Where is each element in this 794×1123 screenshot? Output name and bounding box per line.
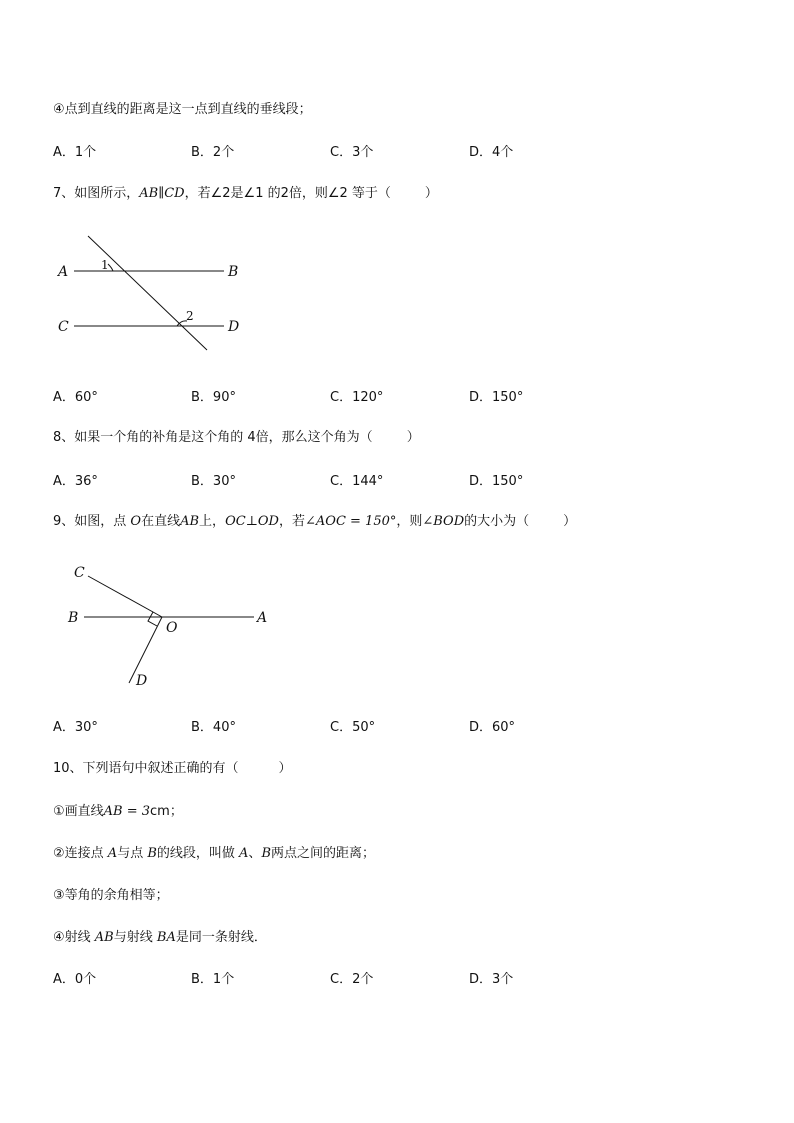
- q7-question: [53, 185, 438, 203]
- q7-option-b: B．90°: [191, 390, 236, 405]
- q9-figure: [60, 560, 280, 692]
- q10-item-2: [53, 845, 375, 863]
- q7-label-2: 2: [186, 309, 194, 323]
- q7-transversal: [88, 236, 207, 350]
- q10-item-1: [53, 803, 183, 821]
- q9-suffix: ）: [563, 514, 577, 529]
- q6-item-4: ④点到直线的距离是这一点到直线的垂线段；: [53, 102, 312, 117]
- q6-option-b: B．2个: [191, 145, 235, 160]
- q10-item-4-part-a: ④射线: [53, 930, 95, 945]
- q9-point-o: O: [130, 514, 142, 529]
- q10-item-1-text: ①画直线: [53, 804, 104, 819]
- q7-label-1: 1: [101, 258, 109, 272]
- q8-option-d: D．150°: [469, 474, 524, 489]
- q9-option-d: D．60°: [469, 720, 516, 735]
- q8-text: 8、如果一个角的补角是这个角的 4倍，那么这个角为（: [53, 430, 373, 445]
- q6-option-d: D．4个: [469, 145, 514, 160]
- q9-line-ab: AB: [180, 514, 200, 529]
- q9-mid4: ，则: [396, 514, 423, 529]
- q10-item-2-part-c: 的线段，叫做: [156, 846, 240, 861]
- q9-angle-bod: ∠BOD: [422, 514, 465, 529]
- q10-item-1-math: AB = 3: [103, 804, 151, 819]
- q10-option-a: A．0个: [53, 972, 97, 987]
- q7-ab-parallel-cd: AB∥CD: [139, 186, 185, 201]
- q7-suffix: ）: [424, 186, 438, 201]
- q10-item-2-part-b: 与点: [117, 846, 148, 861]
- q9-option-b: B．40°: [191, 720, 236, 735]
- q6-option-a: A．1个: [53, 145, 97, 160]
- q8-option-c: C．144°: [330, 474, 384, 489]
- q10-item-4: [53, 929, 267, 947]
- q8-option-b: B．30°: [191, 474, 236, 489]
- q6-option-c: C．3个: [330, 145, 374, 160]
- q10-item-2-part-a: ②连接点: [53, 846, 108, 861]
- q8-suffix: ）: [406, 430, 420, 445]
- q10-suffix: ）: [278, 761, 292, 776]
- q9-prefix: 9、如图，点: [53, 514, 131, 529]
- q10-item-2-point-a: A: [107, 846, 118, 861]
- q8-option-a: A．36°: [53, 474, 98, 489]
- q10-option-c: C．2个: [330, 972, 374, 987]
- q9-mid1: 在直线: [141, 514, 181, 529]
- q10-item-2-sep: 、: [248, 846, 262, 861]
- q9-mid5: 的大小为（: [464, 514, 530, 529]
- q10-item-2-point-b2: B: [261, 846, 271, 861]
- q9-mid3: ，若: [278, 514, 305, 529]
- q9-oc-perp-od: OC⊥OD: [225, 514, 279, 529]
- q9-ray-oc: [88, 576, 162, 617]
- q10-option-d: D．3个: [469, 972, 514, 987]
- q10-item-1-unit: cm；: [150, 804, 183, 819]
- q9-mid2: 上，: [199, 514, 226, 529]
- q7-prefix: 7、如图所示，: [53, 186, 140, 201]
- q7-option-d: D．150°: [469, 390, 524, 405]
- q10-item-2-point-a2: A: [239, 846, 249, 861]
- q10-item-3: ③等角的余角相等；: [53, 888, 169, 903]
- q10-item-4-ray-ab: AB: [94, 930, 114, 945]
- q9-label-c: C: [74, 565, 85, 581]
- q10-item-4-ray-ba: BA: [156, 930, 176, 945]
- q7-label-a: A: [58, 264, 69, 280]
- q10-item-2-part-e: 两点之间的距离；: [271, 846, 376, 861]
- q9-label-b: B: [68, 610, 79, 626]
- q8-question: [53, 429, 420, 447]
- q7-option-a: A．60°: [53, 390, 98, 405]
- q7-label-c: C: [58, 319, 69, 335]
- q7-figure: [50, 228, 260, 358]
- q10-title: 10、下列语句中叙述正确的有（: [53, 761, 239, 776]
- q10-question: [53, 760, 292, 778]
- q10-option-b: B．1个: [191, 972, 235, 987]
- q9-angle-aoc: ∠AOC = 150°: [305, 514, 397, 529]
- q10-item-4-part-b: 与射线: [113, 930, 157, 945]
- q9-question: [53, 513, 576, 531]
- q9-label-a: A: [257, 610, 268, 626]
- q10-item-2-point-b: B: [147, 846, 157, 861]
- q7-option-c: C．120°: [330, 390, 384, 405]
- q10-item-4-part-c: 是同一条射线．: [175, 930, 267, 945]
- q9-label-d: D: [136, 673, 148, 689]
- q7-label-b: B: [228, 264, 239, 280]
- q7-middle: ，若∠2是∠1 的2倍，则∠2 等于（: [184, 186, 391, 201]
- q9-option-c: C．50°: [330, 720, 376, 735]
- q7-label-d: D: [228, 319, 240, 335]
- q9-right-angle-mark: [148, 612, 157, 626]
- q7-angle-1-arc: [108, 264, 113, 271]
- q9-option-a: A．30°: [53, 720, 98, 735]
- q9-label-o: O: [166, 620, 178, 636]
